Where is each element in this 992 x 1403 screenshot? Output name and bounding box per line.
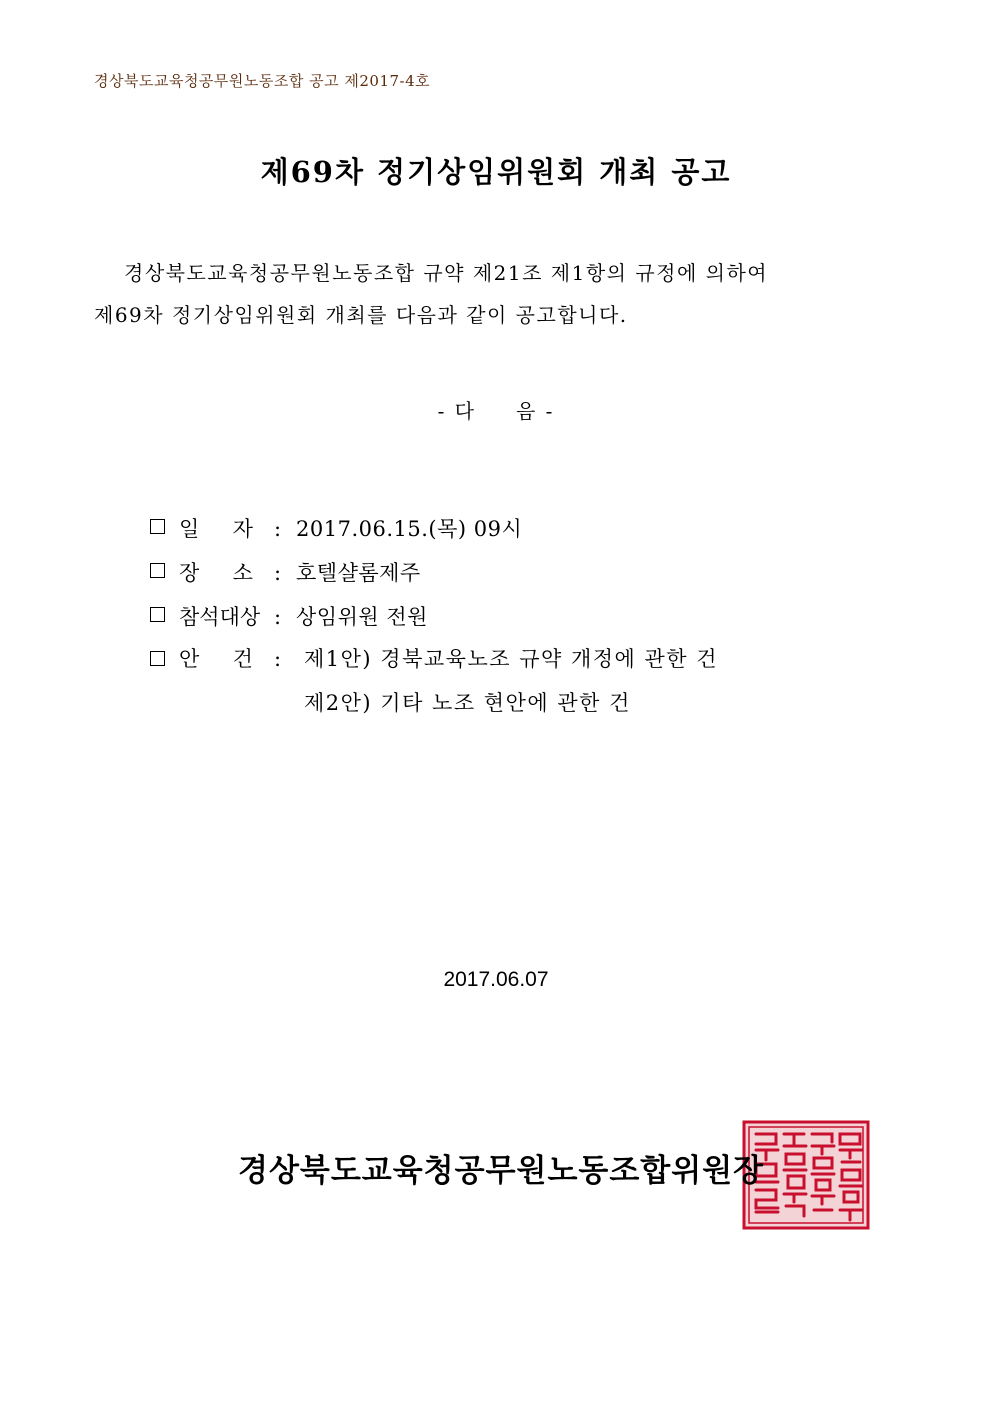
item-date-label: 일 자: [179, 516, 253, 541]
issue-date: 2017.06.07: [443, 968, 549, 991]
item-agenda-colon: :: [274, 647, 282, 671]
notice-body-line-2: 제69차 정기상임위원회 개최를 다음과 같이 공고합니다.: [94, 303, 628, 327]
item-place-label: 장 소: [179, 560, 253, 585]
item-place-colon: :: [274, 560, 282, 585]
item-place: [150, 549, 718, 593]
checkbox-icon: [150, 563, 165, 578]
item-agenda-values: [304, 637, 718, 725]
item-attendees-label: 참석대상: [179, 604, 261, 629]
item-date-value: 2017.06.15.(목) 09시: [296, 516, 523, 541]
notice-divider-left: - 다: [437, 399, 476, 423]
item-date: [150, 505, 718, 549]
notice-items: [150, 505, 718, 725]
notice-number: 경상북도교육청공무원노동조합 공고 제2017-4호: [94, 72, 431, 90]
item-attendees-colon: :: [274, 604, 282, 629]
notice-body: [94, 252, 900, 336]
item-place-value: 호텔샬롬제주: [296, 560, 421, 585]
agenda-line-1: 제1안) 경북교육노조 규약 개정에 관한 건: [304, 647, 719, 671]
page-title: 제69차 정기상임위원회 개최 공고: [260, 155, 732, 189]
item-agenda: [150, 637, 718, 725]
notice-divider: [0, 395, 992, 424]
notice-divider-right: 음 -: [516, 399, 555, 423]
item-date-colon: :: [274, 516, 282, 541]
item-attendees-value: 상임위원 전원: [296, 604, 428, 629]
notice-body-line-1: 경상북도교육청공무원노동조합 규약 제21조 제1항의 규정에 의하여: [124, 261, 769, 285]
agenda-line-2: 제2안) 기타 노조 현안에 관한 건: [304, 691, 631, 715]
checkbox-icon: [150, 651, 165, 666]
signer-name: 경상북도교육청공무원노동조합위원장: [238, 1153, 765, 1189]
item-attendees: [150, 593, 718, 637]
checkbox-icon: [150, 519, 165, 534]
checkbox-icon: [150, 607, 165, 622]
item-agenda-label: 안 건: [179, 647, 253, 671]
